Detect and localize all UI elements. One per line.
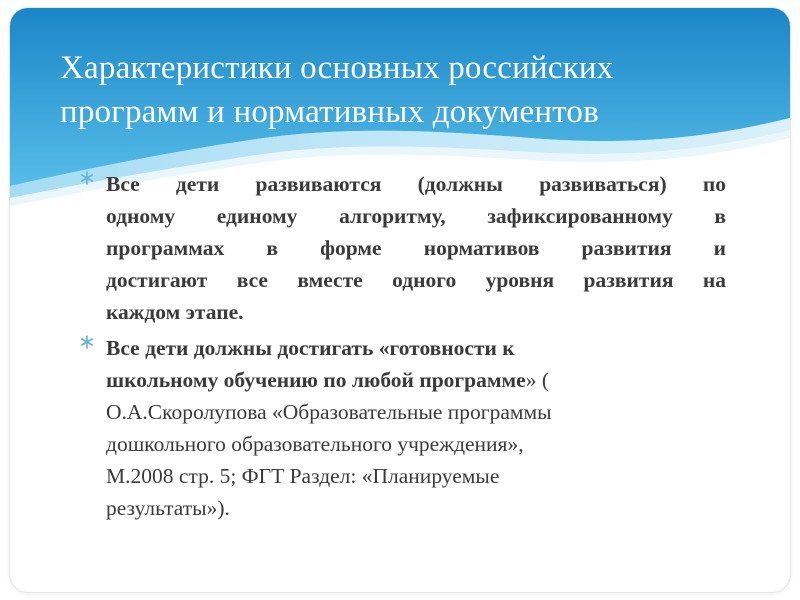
asterisk-bullet-icon	[80, 171, 94, 185]
bullet-2-line-2	[106, 364, 726, 396]
bullet-2-line-5: М.2008 стр. 5; ФГТ Раздел: «Планируемые	[106, 464, 500, 488]
bullet-2-line-4: дошкольного образовательного учреждения»,	[106, 432, 524, 456]
bullet-item-1	[76, 168, 726, 328]
bullet-1-line-5: каждом этапе.	[106, 300, 244, 324]
slide-body	[76, 168, 726, 524]
bullet-item-2	[76, 332, 726, 524]
slide-canvas	[10, 8, 790, 592]
asterisk-bullet-icon	[80, 335, 94, 349]
bullet-1-line-3: программах в форме нормативов развития и	[106, 236, 726, 260]
bullet-2-line-3: О.А.Скоролупова «Образовательные программы	[106, 400, 552, 424]
bullet-1-line-1: Все дети развиваются (должны развиваться) по	[106, 172, 726, 196]
title-line-1: Характеристики основных российских	[60, 50, 614, 86]
title-line-2: программ и нормативных документов	[60, 94, 599, 130]
bullet-2-line-6: результаты»).	[106, 496, 230, 520]
bullet-1-line-4: достигают все вместе одного уровня развития на	[106, 268, 726, 292]
bullet-1-line-2: одному единому алгоритму, зафиксированному в	[106, 204, 726, 228]
slide-title	[60, 46, 750, 134]
bullet-2-line-2-bold: школьному обучению по любой программе	[106, 368, 526, 392]
bullet-2-line-1: Все дети должны достигать «готовности к	[106, 336, 515, 360]
bullet-2-line-2-tail: » (	[525, 368, 550, 392]
